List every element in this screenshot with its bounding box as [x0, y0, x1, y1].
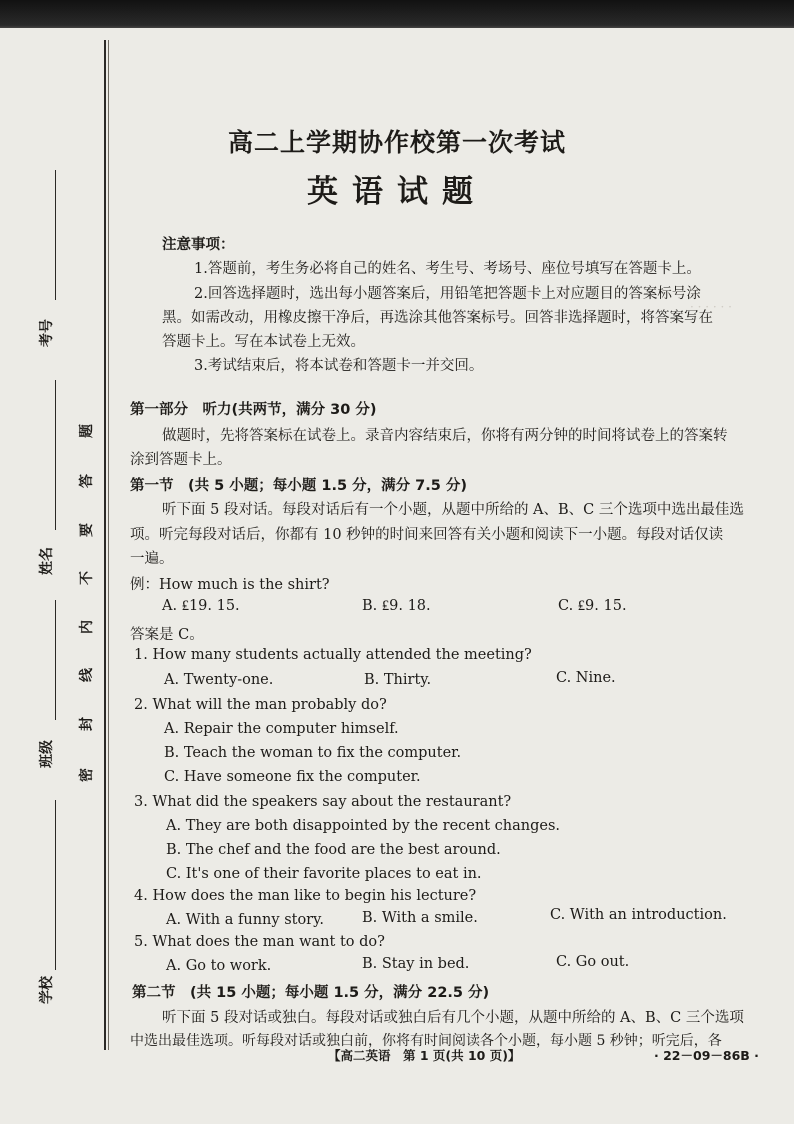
- page-footer: 【高二英语 第 1 页(共 10 页)】: [328, 1048, 521, 1063]
- seal-char-4: 内: [79, 620, 95, 634]
- xingming-label: 姓名: [39, 547, 55, 575]
- q3-option-a: A. They are both disappointed by the recent changes.: [166, 818, 560, 834]
- seal-char-2: 封: [79, 717, 95, 731]
- example-question: 例：How much is the shirt?: [130, 577, 330, 593]
- banji-label: 班级: [39, 740, 55, 768]
- part1-intro-a: 做题时，先将答案标在试卷上。录音内容结束后，你将有两分钟的时间将试卷上的答案转: [162, 428, 728, 444]
- notice-item-3: 3.考试结束后，将本试卷和答题卡一并交回。: [194, 358, 484, 374]
- q3-option-c: C. It's one of their favorite places to eat in.: [166, 866, 482, 882]
- q1-option-c: C. Nine.: [556, 670, 616, 686]
- q5-option-a: A. Go to work.: [166, 958, 272, 974]
- subject-title: 英语试题: [307, 174, 487, 210]
- xuexiao-label: 学校: [39, 976, 55, 1004]
- q2-option-b: B. Teach the woman to fix the computer.: [164, 745, 462, 761]
- q3-option-b: B. The chef and the food are the best around.: [166, 842, 501, 858]
- seal-char-6: 要: [79, 523, 95, 537]
- question-4: 4. How does the man like to begin his lecture?: [134, 888, 477, 904]
- xuexiao-blank: [55, 800, 56, 970]
- q4-option-c: C. With an introduction.: [550, 907, 727, 923]
- notice-heading: 注意事项：: [162, 237, 235, 253]
- section2-intro-b: 中选出最佳选项。听每段对话或独白前，你将有时间阅读各个小题，每小题 5 秒钟；听完后，各: [130, 1033, 722, 1049]
- notice-item-2a: 2.回答选择题时，选出每小题答案后，用铅笔把答题卡上对应题目的答案标号涂: [194, 286, 701, 302]
- exam-title: 高二上学期协作校第一次考试: [227, 128, 566, 157]
- example-option-b: B. ₤9. 18.: [362, 598, 431, 614]
- seal-char-7: 答: [79, 474, 95, 488]
- section1-intro-a: 听下面 5 段对话。每段对话后有一个小题，从题中所给的 A、B、C 三个选项中选出最佳选: [162, 502, 744, 518]
- question-1: 1. How many students actually attended the meeting?: [134, 647, 532, 663]
- example-option-a: A. ₤19. 15.: [162, 598, 240, 614]
- notice-item-1: 1.答题前，考生务必将自己的姓名、考生号、考场号、座位号填写在答题卡上。: [194, 261, 701, 277]
- example-option-c: C. ₤9. 15.: [558, 598, 627, 614]
- bleed-through: · · · · · ·: [690, 300, 732, 314]
- seal-char-5: 不: [79, 571, 95, 585]
- q5-option-b: B. Stay in bed.: [362, 956, 470, 972]
- section1-heading: 第一节 (共 5 小题；每小题 1.5 分，满分 7.5 分): [130, 478, 468, 494]
- question-2: 2. What will the man probably do?: [134, 697, 387, 713]
- q4-option-a: A. With a funny story.: [166, 912, 324, 928]
- section1-intro-c: 一遍。: [130, 551, 174, 567]
- q1-option-b: B. Thirty.: [364, 672, 432, 688]
- question-3: 3. What did the speakers say about the restaurant?: [134, 794, 512, 810]
- part1-heading: 第一部分 听力(共两节，满分 30 分): [130, 402, 377, 418]
- kaohao-label: 考号: [39, 319, 55, 347]
- q2-option-c: C. Have someone fix the computer.: [164, 769, 421, 785]
- q5-option-c: C. Go out.: [556, 954, 630, 970]
- seal-char-1: 密: [79, 768, 95, 782]
- part1-intro-b: 涂到答题卡上。: [130, 452, 232, 468]
- paper-code: · 22－09－86B ·: [654, 1048, 759, 1063]
- section2-heading: 第二节 (共 15 小题；每小题 1.5 分，满分 22.5 分): [132, 985, 490, 1001]
- q2-option-a: A. Repair the computer himself.: [164, 721, 399, 737]
- notice-item-2c: 答题卡上。写在本试卷上无效。: [162, 334, 365, 350]
- notice-item-2b: 黑。如需改动，用橡皮擦干净后，再选涂其他答案标号。回答非选择题时，将答案写在: [162, 310, 713, 326]
- section2-intro-a: 听下面 5 段对话或独白。每段对话或独白后有几个小题，从题中所给的 A、B、C 三个选项: [162, 1010, 744, 1026]
- example-answer: 答案是 C。: [130, 627, 204, 643]
- q1-option-a: A. Twenty-one.: [164, 672, 274, 688]
- section1-intro-b: 项。听完每段对话后，你都有 10 秒钟的时间来回答有关小题和阅读下一小题。每段对话仅读: [130, 527, 724, 543]
- question-5: 5. What does the man want to do?: [134, 934, 385, 950]
- seal-char-8: 题: [79, 424, 95, 438]
- banji-blank: [55, 600, 56, 720]
- q4-option-b: B. With a smile.: [362, 910, 478, 926]
- seal-char-3: 线: [79, 668, 95, 682]
- xingming-blank: [55, 380, 56, 530]
